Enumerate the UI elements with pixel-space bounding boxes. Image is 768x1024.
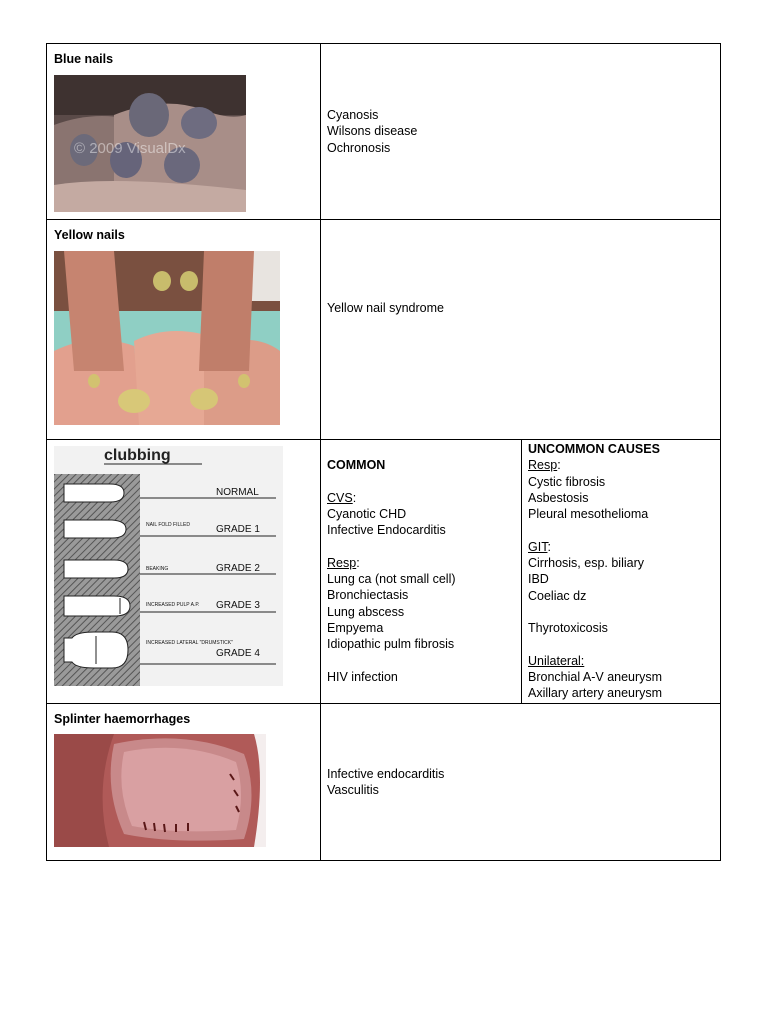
cause-item: Pleural mesothelioma xyxy=(528,507,649,522)
resp-label: Resp xyxy=(528,458,558,473)
cause-item: Cirrhosis, esp. biliary xyxy=(528,556,645,571)
grade-label: GRADE 1 xyxy=(216,524,260,535)
unilateral-label: Unilateral: xyxy=(528,653,585,668)
cause-item: Vasculitis xyxy=(327,783,379,798)
grade-note: INCREASED PULP A.P. xyxy=(146,602,200,608)
grade-label: GRADE 3 xyxy=(216,600,260,611)
clubbing-common-causes: COMMON CVS: Cyanotic CHD Infective Endocarditis Resp: Lung ca (not small cell) Bronchiectasis Lung abscess Empyema Idiopathic pulm fibrosis HIV infection xyxy=(327,458,456,684)
splinter-haemorrhages-photo xyxy=(54,734,266,847)
cause-item: Idiopathic pulm fibrosis xyxy=(327,637,455,652)
cause-item: Asbestosis xyxy=(528,490,589,505)
cause-item: Cyanosis xyxy=(327,108,379,122)
row-blue-nails xyxy=(47,44,720,220)
row-title: Blue nails xyxy=(54,52,114,66)
grade-label: GRADE 2 xyxy=(216,563,260,574)
git-label: GIT xyxy=(528,539,548,554)
nail-signs-table xyxy=(46,43,721,861)
clubbing-diagram xyxy=(54,446,283,686)
cause-item: Cystic fibrosis xyxy=(528,474,606,489)
row-title: Yellow nails xyxy=(54,228,125,242)
cause-item: Thyrotoxicosis xyxy=(528,621,608,636)
cause-item: Ochronosis xyxy=(327,140,391,155)
cause-item: Lung ca (not small cell) xyxy=(327,572,456,587)
blue-nails-photo xyxy=(54,75,246,212)
cause-item: HIV infection xyxy=(327,669,398,684)
cause-item: Bronchiectasis xyxy=(327,588,409,603)
grade-note: NAIL FOLD FILLED xyxy=(146,522,190,528)
cause-item: Wilsons disease xyxy=(327,124,418,139)
row-splinter-haemorrhages xyxy=(47,704,720,860)
watermark-text: © 2009 VisualDx xyxy=(74,140,186,157)
cause-item: Empyema xyxy=(327,620,384,635)
resp-label: Resp xyxy=(327,555,357,570)
diagram-heading: clubbing xyxy=(104,447,171,464)
cause-item: Yellow nail syndrome xyxy=(327,301,444,315)
clubbing-uncommon-causes: UNCOMMON CAUSES Resp: Cystic fibrosis Asbestosis Pleural mesothelioma GIT: Cirrhosis, esp. biliary IBD Coeliac dz Thyrotoxicosis Unilateral: Bronchial A-V aneurysm Axillary artery aneurysm xyxy=(528,442,663,701)
cause-item: Lung abscess xyxy=(327,604,405,619)
grade-label: NORMAL xyxy=(216,487,259,498)
cause-item: Coeliac dz xyxy=(528,588,587,603)
yellow-nails-photo xyxy=(54,251,280,425)
grade-note: BEAKING xyxy=(146,566,169,572)
uncommon-heading: UNCOMMON CAUSES xyxy=(528,442,660,456)
cause-item: Infective Endocarditis xyxy=(327,523,446,538)
row-clubbing xyxy=(47,440,720,704)
cause-item: Bronchial A-V aneurysm xyxy=(528,670,663,685)
cause-item: IBD xyxy=(528,572,549,587)
yellow-nails-causes xyxy=(327,300,444,316)
blue-nails-causes xyxy=(327,107,417,156)
splinter-haemorrhages-causes xyxy=(327,766,444,799)
row-title: Splinter haemorrhages xyxy=(54,712,191,726)
cause-item: Cyanotic CHD xyxy=(327,506,407,521)
grade-note: INCREASED LATERAL "DRUMSTICK" xyxy=(146,640,233,646)
cause-item: Axillary artery aneurysm xyxy=(528,686,663,701)
row-yellow-nails xyxy=(47,220,720,440)
cause-item: Infective endocarditis xyxy=(327,767,445,781)
cvs-label: CVS xyxy=(327,490,353,505)
common-heading: COMMON xyxy=(327,458,386,472)
grade-label: GRADE 4 xyxy=(216,648,260,659)
